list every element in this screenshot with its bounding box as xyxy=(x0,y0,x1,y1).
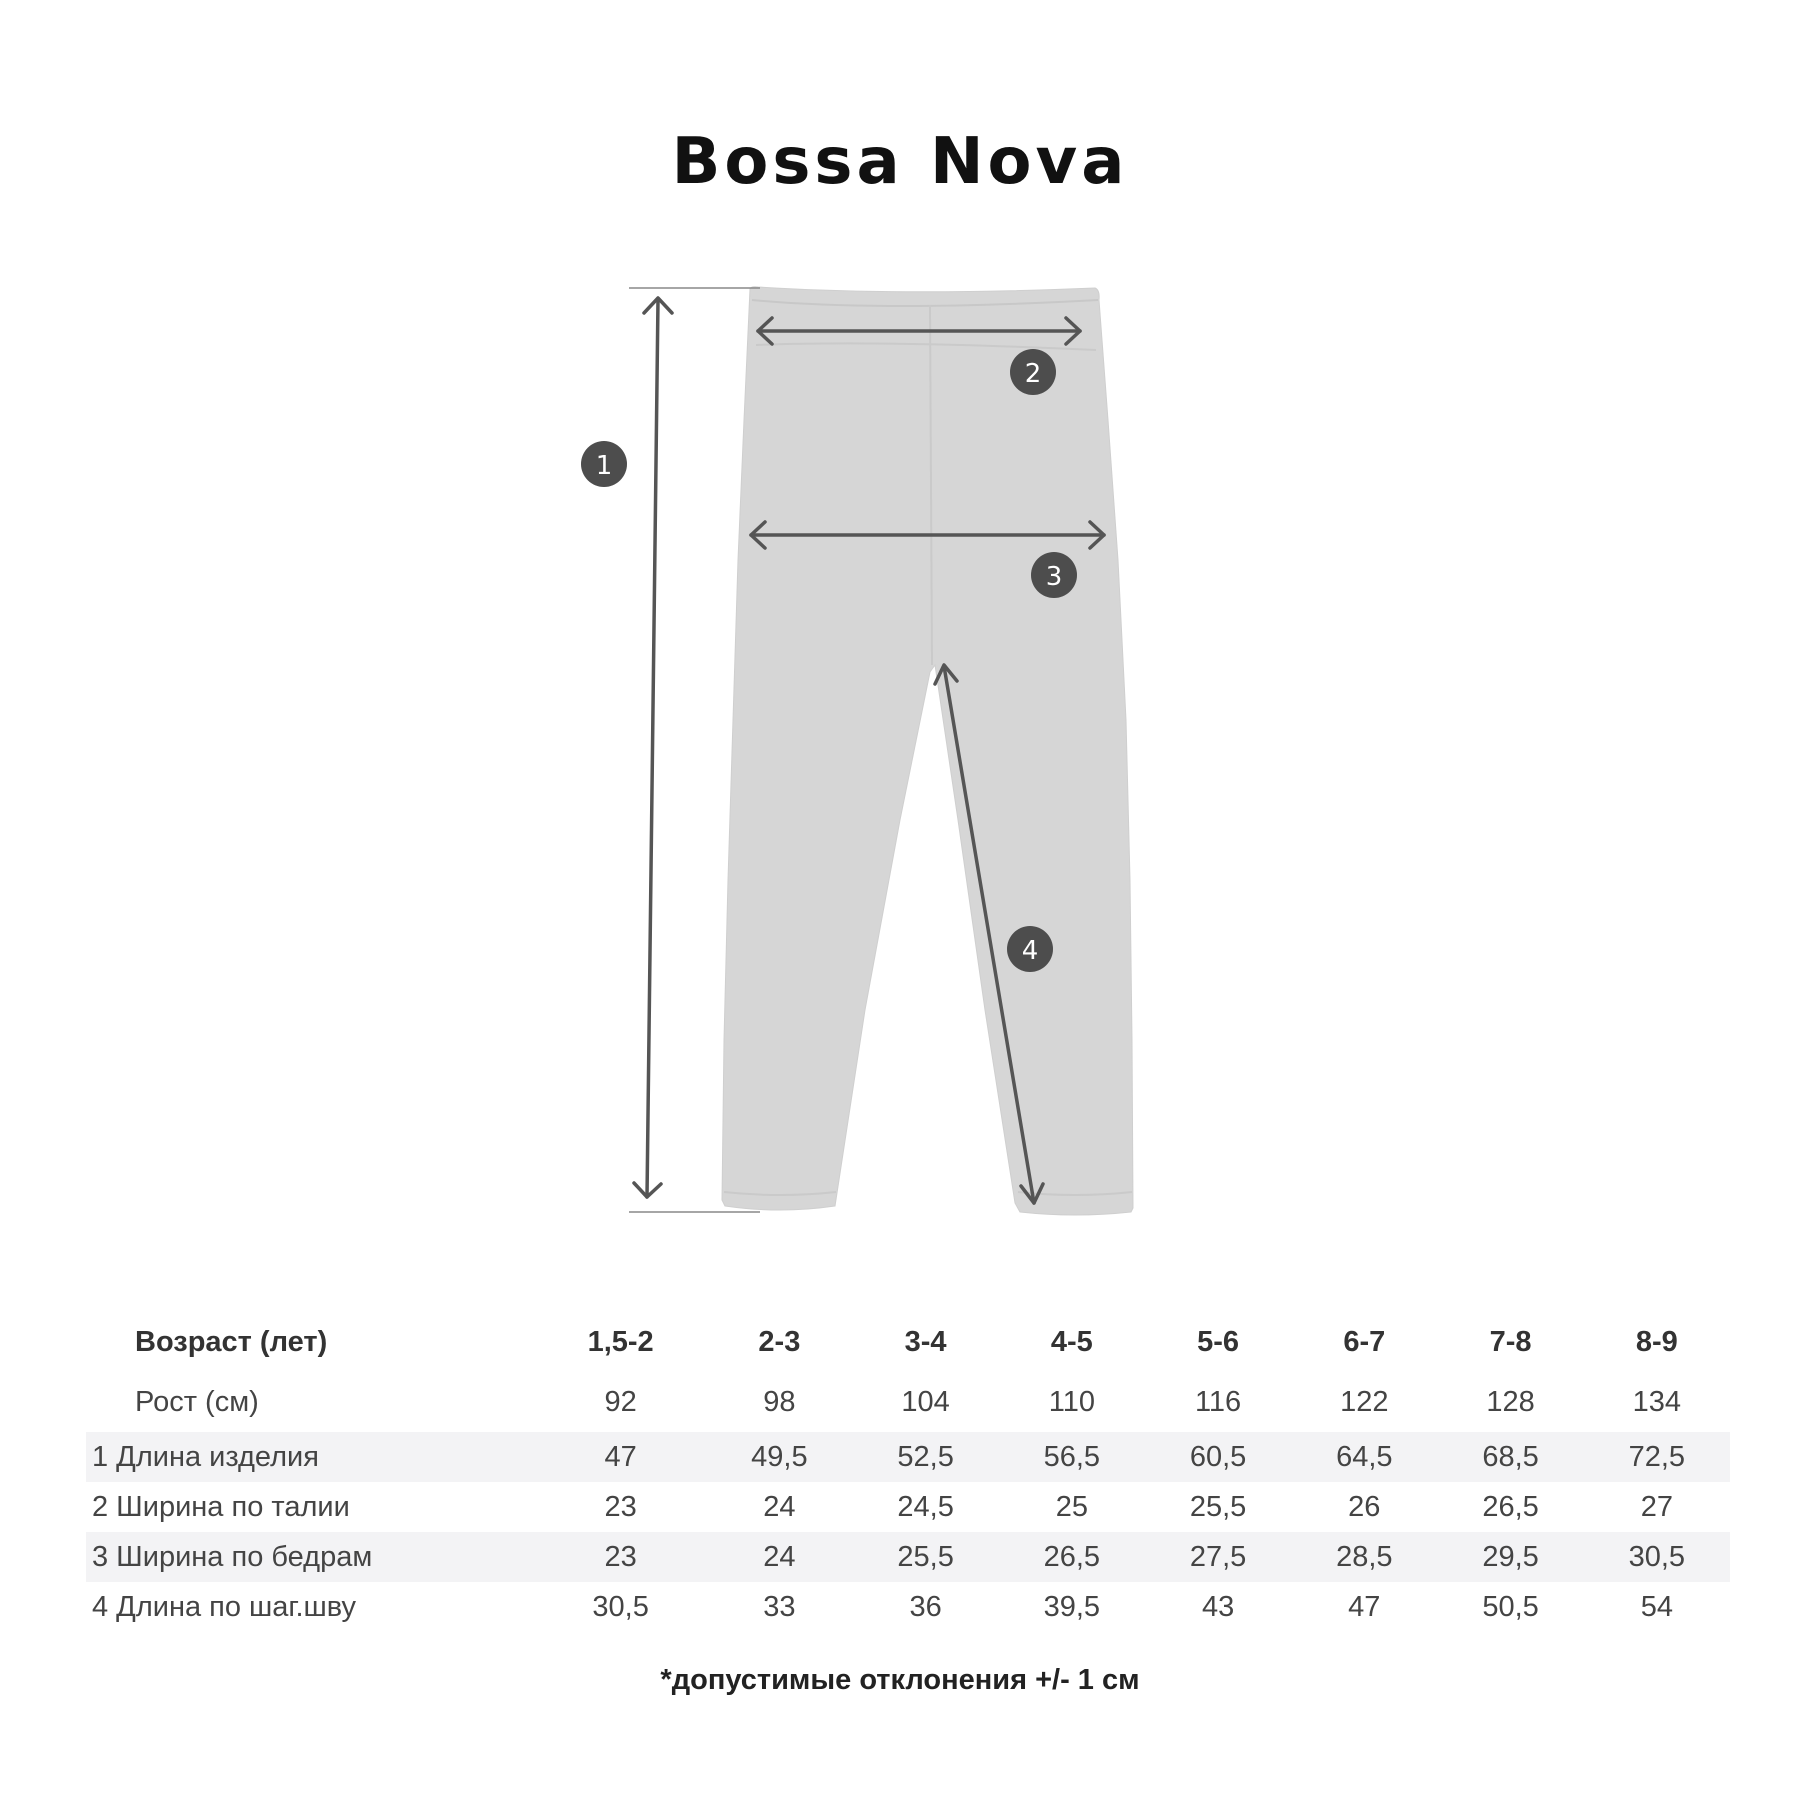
value-cell: 25,5 xyxy=(1189,1490,1247,1523)
height-cell: 92 xyxy=(604,1385,637,1418)
age-cell: 3-4 xyxy=(904,1325,947,1358)
marker-2-label: 2 xyxy=(1024,359,1042,389)
row-label: 2 Ширина по талии xyxy=(92,1490,350,1523)
value-cell: 43 xyxy=(1201,1590,1235,1623)
value-cell: 68,5 xyxy=(1437,1432,1583,1482)
value-cell: 26,5 xyxy=(1482,1490,1539,1523)
value-cell: 24 xyxy=(706,1532,852,1582)
value-cell: 39,5 xyxy=(1043,1590,1101,1623)
height-cell: 104 xyxy=(901,1385,950,1418)
row-label: 3 Ширина по бедрам xyxy=(86,1532,535,1582)
row-label: 1 Длина изделия xyxy=(86,1432,535,1482)
tolerance-note: *допустимые отклонения +/- 1 см xyxy=(660,1664,1140,1696)
height-cell: 128 xyxy=(1486,1385,1535,1418)
age-header-label: Возраст (лет) xyxy=(135,1325,328,1358)
brand-logo: Bossa Nova xyxy=(671,125,1129,199)
age-cell: 5-6 xyxy=(1197,1325,1240,1358)
value-cell: 25 xyxy=(1055,1490,1088,1523)
age-cell: 8-9 xyxy=(1635,1325,1678,1358)
marker-4 xyxy=(1007,926,1053,972)
pants-silhouette xyxy=(722,287,1133,1215)
value-cell: 36 xyxy=(909,1590,942,1623)
age-header-row xyxy=(86,1312,1730,1372)
value-cell: 27 xyxy=(1640,1490,1673,1523)
value-cell: 24 xyxy=(763,1490,796,1523)
value-cell: 28,5 xyxy=(1291,1532,1437,1582)
marker-1-label: 1 xyxy=(595,451,613,481)
value-cell: 26,5 xyxy=(999,1532,1145,1582)
value-cell: 52,5 xyxy=(852,1432,998,1482)
height-cell: 116 xyxy=(1194,1385,1242,1418)
value-cell: 23 xyxy=(604,1490,637,1523)
marker-3-label: 3 xyxy=(1045,562,1063,592)
table-row xyxy=(86,1482,1730,1532)
height-label: Рост (см) xyxy=(135,1385,259,1418)
height-row xyxy=(86,1372,1730,1432)
value-cell: 50,5 xyxy=(1482,1590,1539,1623)
value-cell: 23 xyxy=(535,1532,706,1582)
value-cell: 30,5 xyxy=(1584,1532,1730,1582)
height-cell: 122 xyxy=(1340,1385,1389,1418)
age-cell: 2-3 xyxy=(758,1325,801,1358)
value-cell: 24,5 xyxy=(897,1490,954,1523)
value-cell: 26 xyxy=(1348,1490,1381,1523)
age-cell: 4-5 xyxy=(1050,1325,1093,1358)
marker-2 xyxy=(1010,349,1056,395)
table-row xyxy=(86,1432,1730,1482)
value-cell: 60,5 xyxy=(1145,1432,1291,1482)
age-cell: 7-8 xyxy=(1489,1325,1532,1358)
age-cell: 1,5-2 xyxy=(587,1325,654,1358)
height-cell: 110 xyxy=(1048,1385,1095,1418)
marker-3 xyxy=(1031,552,1077,598)
row-label: 4 Длина по шаг.шву xyxy=(92,1590,357,1623)
value-cell: 54 xyxy=(1640,1590,1673,1623)
value-cell: 49,5 xyxy=(706,1432,852,1482)
age-cell: 6-7 xyxy=(1343,1325,1386,1358)
marker-1 xyxy=(581,441,627,487)
length-arrow xyxy=(634,298,672,1197)
table-row xyxy=(86,1582,1730,1632)
value-cell: 56,5 xyxy=(999,1432,1145,1482)
value-cell: 25,5 xyxy=(852,1532,998,1582)
height-cell: 134 xyxy=(1632,1385,1682,1418)
value-cell: 47 xyxy=(1348,1590,1381,1623)
value-cell: 72,5 xyxy=(1584,1432,1730,1482)
value-cell: 29,5 xyxy=(1437,1532,1583,1582)
value-cell: 30,5 xyxy=(592,1590,649,1623)
value-cell: 33 xyxy=(763,1590,796,1623)
value-cell: 27,5 xyxy=(1145,1532,1291,1582)
marker-4-label: 4 xyxy=(1021,936,1039,966)
value-cell: 64,5 xyxy=(1291,1432,1437,1482)
height-cell: 98 xyxy=(763,1385,796,1418)
value-cell: 47 xyxy=(535,1432,706,1482)
table-row xyxy=(86,1532,1730,1582)
size-table xyxy=(86,1312,1730,1632)
